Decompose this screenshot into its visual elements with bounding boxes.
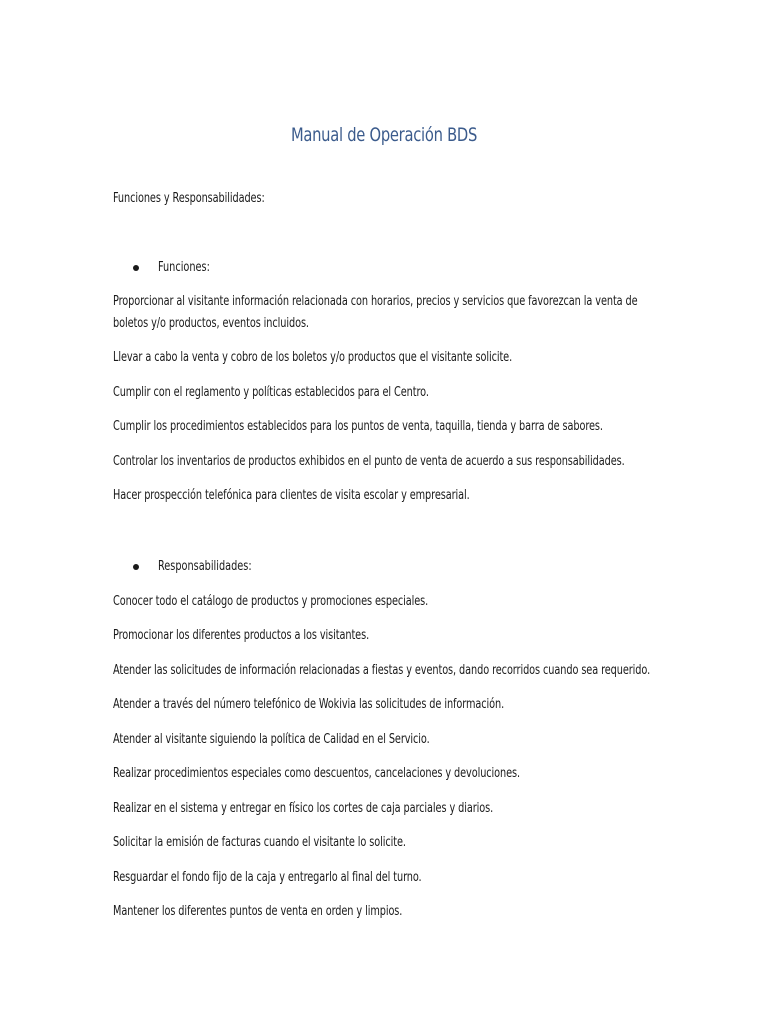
list-item: Realizar en el sistema y entregar en físico los cortes de caja parciales y diarios. xyxy=(113,801,494,816)
list-item: boletos y/o productos, eventos incluidos. xyxy=(113,316,309,331)
list-item: Promocionar los diferentes productos a los visitantes. xyxy=(113,628,370,643)
list-item: Atender a través del número telefónico de Wokivia las solicitudes de información. xyxy=(113,697,505,712)
bullet-icon xyxy=(133,265,139,271)
section-heading-label: Funciones: xyxy=(158,260,210,275)
bullet-icon xyxy=(133,564,139,570)
intro-text: Funciones y Responsabilidades: xyxy=(113,191,265,206)
list-item: Conocer todo el catálogo de productos y promociones especiales. xyxy=(113,594,429,609)
list-item: Mantener los diferentes puntos de venta en orden y limpios. xyxy=(113,904,403,919)
list-item: Controlar los inventarios de productos exhibidos en el punto de venta de acuerdo a sus responsabilidades. xyxy=(113,454,625,469)
list-item: Solicitar la emisión de facturas cuando el visitante lo solicite. xyxy=(113,835,406,850)
list-item: Cumplir los procedimientos establecidos para los puntos de venta, taquilla, tienda y barra de sabores. xyxy=(113,419,603,434)
list-item: Atender las solicitudes de información relacionadas a fiestas y eventos, dando recorridos cuando sea requerido. xyxy=(113,663,651,678)
list-item: Hacer prospección telefónica para clientes de visita escolar y empresarial. xyxy=(113,488,470,503)
document-title: Manual de Operación BDS xyxy=(290,124,478,146)
list-item: Realizar procedimientos especiales como descuentos, cancelaciones y devoluciones. xyxy=(113,766,521,781)
list-item: Proporcionar al visitante información relacionada con horarios, precios y servicios que favorezcan la venta de xyxy=(113,294,638,309)
list-item: Cumplir con el reglamento y políticas establecidos para el Centro. xyxy=(113,385,429,400)
list-item: Resguardar el fondo fijo de la caja y entregarlo al final del turno. xyxy=(113,870,422,885)
section-heading-label: Responsabilidades: xyxy=(158,559,252,574)
list-item: Atender al visitante siguiendo la política de Calidad en el Servicio. xyxy=(113,732,430,747)
list-item: Llevar a cabo la venta y cobro de los boletos y/o productos que el visitante solicite. xyxy=(113,350,513,365)
